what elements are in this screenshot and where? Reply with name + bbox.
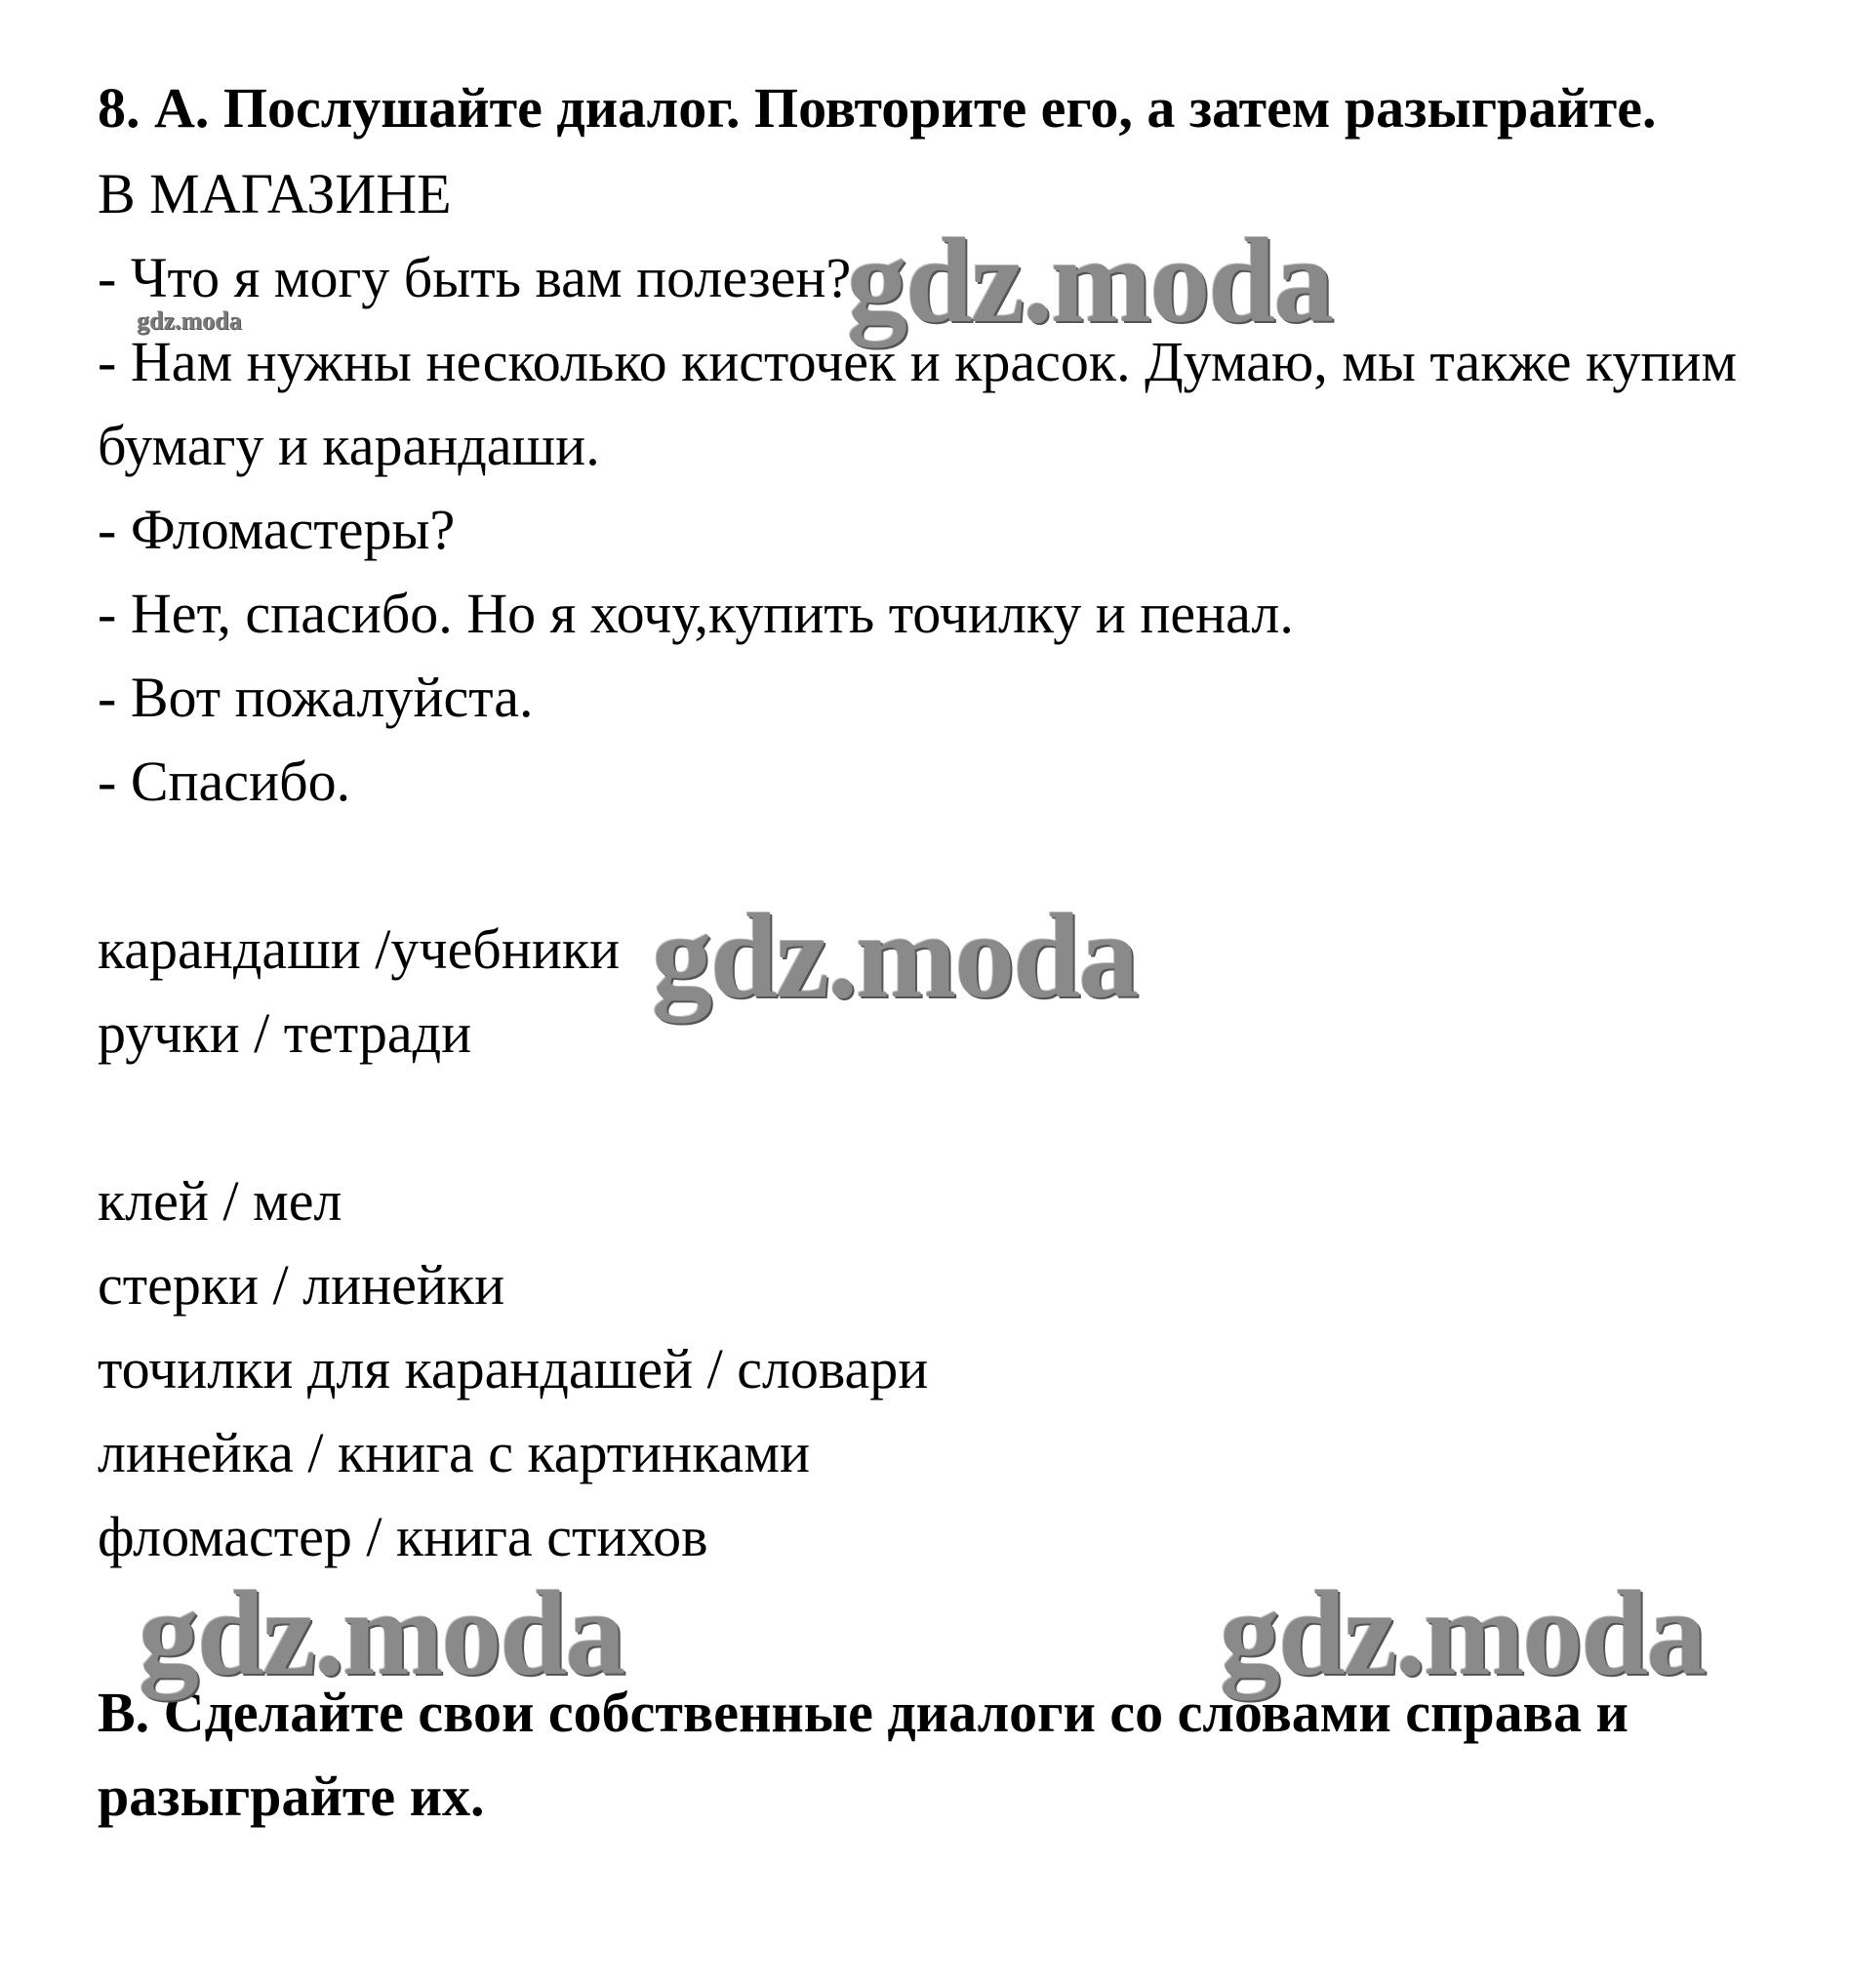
dialogue-line: - Нет, спасибо. Но я хочу,купить точилку и пенал. bbox=[98, 582, 1294, 645]
task-a-heading: 8. А. Послушайте диалог. Повторите его, а затем разыграйте. bbox=[98, 76, 1657, 140]
dialogue-line: бумагу и карандаши. bbox=[98, 414, 600, 477]
word-pair: клей / мел bbox=[98, 1169, 342, 1233]
watermark: gdz.moda bbox=[847, 214, 1333, 347]
task-b-heading-continued: разыграйте их. bbox=[98, 1765, 485, 1828]
dialogue-line: - Спасибо. bbox=[98, 750, 351, 813]
watermark: gdz.moda bbox=[139, 1566, 624, 1700]
task-b-heading: В. Сделайте свои собственные диалоги со словами справа и bbox=[98, 1681, 1629, 1744]
dialogue-line: - Нам нужны несколько кисточек и красок. Думаю, мы также купим bbox=[98, 330, 1738, 393]
word-pair: карандаши /учебники bbox=[98, 917, 621, 981]
word-pair: точилки для карандашей / словари bbox=[98, 1337, 929, 1400]
word-pair: ручки / тетради bbox=[98, 1001, 472, 1065]
dialogue-line: - Вот пожалуйста. bbox=[98, 666, 534, 729]
dialogue-line: - Что я могу быть вам полезен? bbox=[98, 246, 852, 309]
dialogue-title: В МАГАЗИНЕ bbox=[98, 162, 452, 225]
word-pair: фломастер / книга стихов bbox=[98, 1505, 708, 1568]
watermark-small: gdz.moda bbox=[137, 306, 242, 335]
watermark: gdz.moda bbox=[1220, 1566, 1706, 1700]
watermark: gdz.moda bbox=[652, 889, 1138, 1023]
word-pair: линейка / книга с картинками bbox=[98, 1421, 810, 1484]
dialogue-line: - Фломастеры? bbox=[98, 498, 456, 561]
word-pair: стерки / линейки bbox=[98, 1253, 505, 1317]
